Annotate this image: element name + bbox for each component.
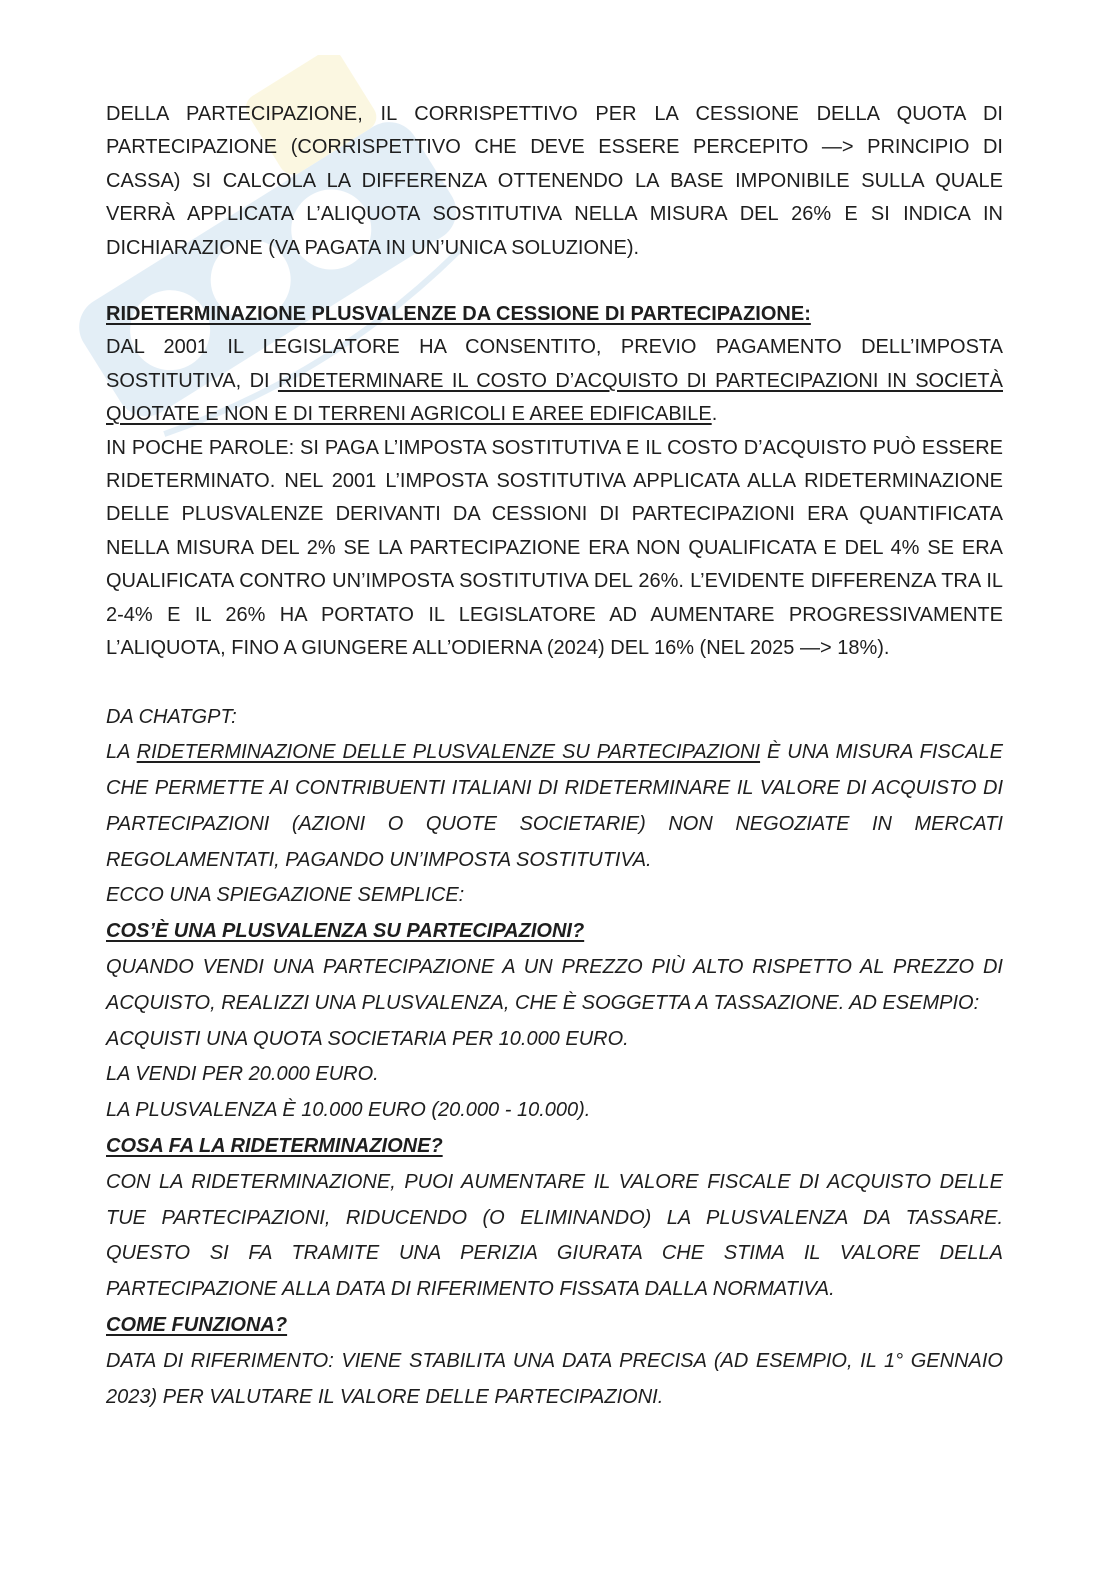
text-line <box>106 735 1003 771</box>
text-line: ECCO UNA SPIEGAZIONE SEMPLICE: <box>106 884 465 907</box>
text-span: LA <box>106 741 137 764</box>
text-line: ACQUISTO, REALIZZI UNA PLUSVALENZA, CHE È SOGGETTA A TASSAZIONE. AD ESEMPIO: <box>106 991 980 1014</box>
text-line: DELLA PARTECIPAZIONE, IL CORRISPETTIVO PER LA CESSIONE DELLA QUOTA DI <box>106 103 1003 125</box>
text-line: PARTECIPAZIONE (CORRISPETTIVO CHE DEVE ESSERE PERCEPITO —> PRINCIPIO DI <box>106 136 1003 159</box>
text-line: L’ALIQUOTA, FINO A GIUNGERE ALL’ODIERNA (2024) DEL 16% (NEL 2025 —> 18%). <box>106 637 890 660</box>
chatgpt-section <box>106 700 1003 1416</box>
intro-paragraph <box>106 98 1003 265</box>
text-line <box>106 365 1003 398</box>
text-line: 2-4% E IL 26% HA PORTATO IL LEGISLATORE AD AUMENTARE PROGRESSIVAMENTE <box>106 603 1003 626</box>
text-span: È UNA MISURA FISCALE <box>760 741 1003 764</box>
text-line: QUALIFICATA CONTRO UN’IMPOSTA SOSTITUTIVA DEL 26%. L’EVIDENTE DIFFERENZA TRA IL <box>106 570 1003 593</box>
underlined-text: RIDETERMINAZIONE DELLE PLUSVALENZE SU PARTECIPAZIONI <box>136 741 761 764</box>
document-page <box>106 98 1003 1415</box>
text-line: REGOLAMENTATI, PAGANDO UN’IMPOSTA SOSTITUTIVA. <box>106 848 652 871</box>
text-line: DATA DI RIFERIMENTO: VIENE STABILITA UNA DATA PRECISA (AD ESEMPIO, IL 1° GENNAIO <box>106 1349 1003 1372</box>
text-line: DICHIARAZIONE (VA PAGATA IN UN’UNICA SOLUZIONE). <box>106 236 640 259</box>
text-line: IN POCHE PAROLE: SI PAGA L’IMPOSTA SOSTITUTIVA E IL COSTO D’ACQUISTO PUÒ ESSERE <box>106 436 1003 459</box>
text-line: PARTECIPAZIONE ALLA DATA DI RIFERIMENTO FISSATA DALLA NORMATIVA. <box>106 1278 835 1301</box>
text-line: CHE PERMETTE AI CONTRIBUENTI ITALIANI DI RIDETERMINARE IL VALORE DI ACQUISTO DI <box>106 777 1003 800</box>
text-line <box>106 398 1003 431</box>
text-line: LA PLUSVALENZA È 10.000 EURO (20.000 - 10.000). <box>106 1099 591 1122</box>
text-line: RIDETERMINATO. NEL 2001 L’IMPOSTA SOSTITUTIVA APPLICATA ALLA RIDETERMINAZIONE <box>106 470 1003 493</box>
source-label: DA CHATGPT: <box>106 705 237 728</box>
text-line: QUESTO SI FA TRAMITE UNA PERIZIA GIURATA CHE STIMA IL VALORE DELLA <box>106 1242 1003 1265</box>
text-line: PARTECIPAZIONI (AZIONI O QUOTE SOCIETARIE) NON NEGOZIATE IN MERCATI <box>106 812 1003 835</box>
text-span: SOSTITUTIVA, DI <box>106 369 278 392</box>
text-line: CON LA RIDETERMINAZIONE, PUOI AUMENTARE IL VALORE FISCALE DI ACQUISTO DELLE <box>106 1170 1003 1193</box>
underlined-text: QUOTATE E NON E DI TERRENI AGRICOLI E AREE EDIFICABILE <box>106 403 712 426</box>
text-line: DAL 2001 IL LEGISLATORE HA CONSENTITO, PREVIO PAGAMENTO DELL’IMPOSTA <box>106 336 1003 359</box>
underlined-text: RIDETERMINARE IL COSTO D’ACQUISTO DI PARTECIPAZIONI IN SOCIETÀ <box>277 369 1003 392</box>
text-line: CASSA) SI CALCOLA LA DIFFERENZA OTTENENDO LA BASE IMPONIBILE SULLA QUALE <box>106 169 1003 192</box>
text-line: LA VENDI PER 20.000 EURO. <box>106 1063 379 1086</box>
text-line: NELLA MISURA DEL 2% SE LA PARTECIPAZIONE ERA NON QUALIFICATA E DEL 4% SE ERA <box>106 536 1003 559</box>
text-span: . <box>711 403 718 426</box>
question-heading: COSA FA LA RIDETERMINAZIONE? <box>106 1135 443 1158</box>
text-line: QUANDO VENDI UNA PARTECIPAZIONE A UN PREZZO PIÙ ALTO RISPETTO AL PREZZO DI <box>106 956 1003 979</box>
text-line: VERRÀ APPLICATA L’ALIQUOTA SOSTITUTIVA NELLA MISURA DEL 26% E SI INDICA IN <box>106 203 1003 226</box>
question-heading: COME FUNZIONA? <box>106 1314 288 1337</box>
question-heading: COS’È UNA PLUSVALENZA SU PARTECIPAZIONI? <box>106 920 585 943</box>
text-line: DELLE PLUSVALENZE DERIVANTI DA CESSIONI DI PARTECIPAZIONI ERA QUANTIFICATA <box>106 503 1003 526</box>
section-heading: RIDETERMINAZIONE PLUSVALENZE DA CESSIONE DI PARTECIPAZIONE: <box>106 303 811 326</box>
rideterminazione-section <box>106 298 1003 665</box>
text-line: TUE PARTECIPAZIONI, RIDUCENDO (O ELIMINANDO) LA PLUSVALENZA DA TASSARE. <box>106 1206 1003 1229</box>
text-line: 2023) PER VALUTARE IL VALORE DELLE PARTECIPAZIONI. <box>106 1385 664 1408</box>
text-line: ACQUISTI UNA QUOTA SOCIETARIA PER 10.000 EURO. <box>106 1027 629 1050</box>
